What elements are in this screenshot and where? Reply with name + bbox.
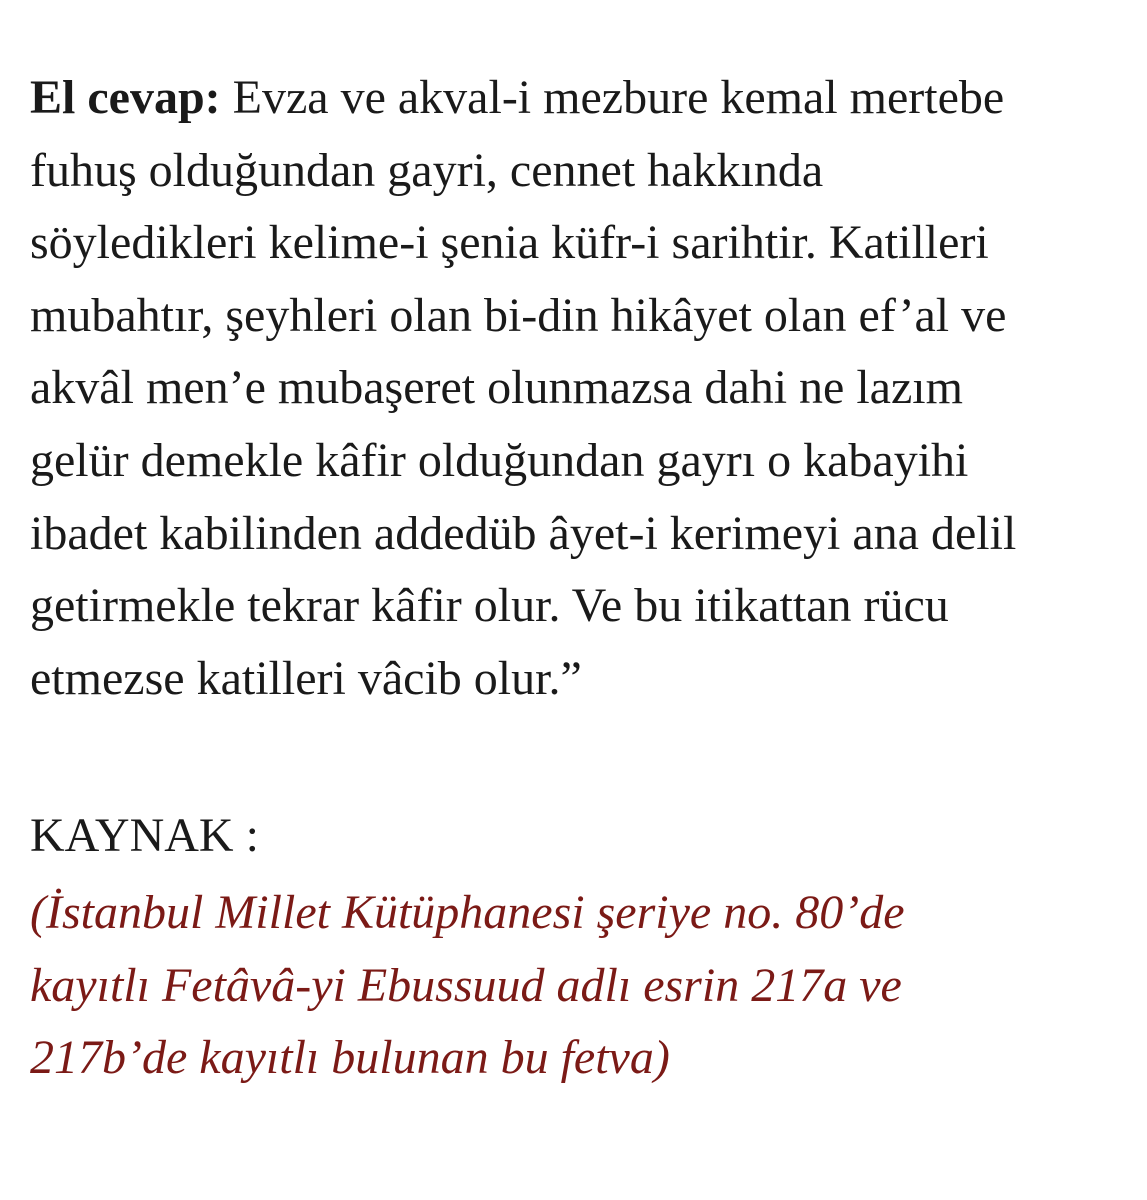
source-citation — [30, 877, 905, 1095]
source-heading: KAYNAK : — [30, 809, 259, 862]
answer-line: akvâl men’e mubaşeret olunmazsa dahi ne lazım — [30, 361, 963, 415]
answer-lead: El cevap: — [30, 71, 221, 124]
answer-line: etmezse katilleri vâcib olur.” — [30, 651, 582, 705]
source-line: (İstanbul Millet Kütüphanesi şeriye no. 80’de — [30, 886, 905, 939]
answer-line: mubahtır, şeyhleri olan bi-din hikâyet olan ef’al ve — [30, 288, 1007, 342]
source-line: 217b’de kayıtlı bulunan bu fetva) — [30, 1031, 670, 1084]
answer-line: gelür demekle kâfir olduğundan gayrı o kabayihi — [30, 433, 969, 487]
answer-line: fuhuş olduğundan gayri, cennet hakkında — [30, 143, 824, 197]
answer-line: söyledikleri kelime-i şenia küfr-i sarihtir. Katilleri — [30, 216, 989, 270]
answer-line: getirmekle tekrar kâfir olur. Ve bu itikattan rücu — [30, 579, 949, 633]
answer-line: ibadet kabilinden addedüb âyet-i kerimeyi ana delil — [30, 506, 1017, 560]
answer-line-text: Evza ve akval-i mezbure kemal mertebe — [220, 71, 1005, 124]
source-line: kayıtlı Fetâvâ-yi Ebussuud adlı esrin 217a ve — [30, 958, 902, 1012]
fatwa-answer — [30, 62, 1130, 715]
answer-line — [30, 62, 1130, 135]
